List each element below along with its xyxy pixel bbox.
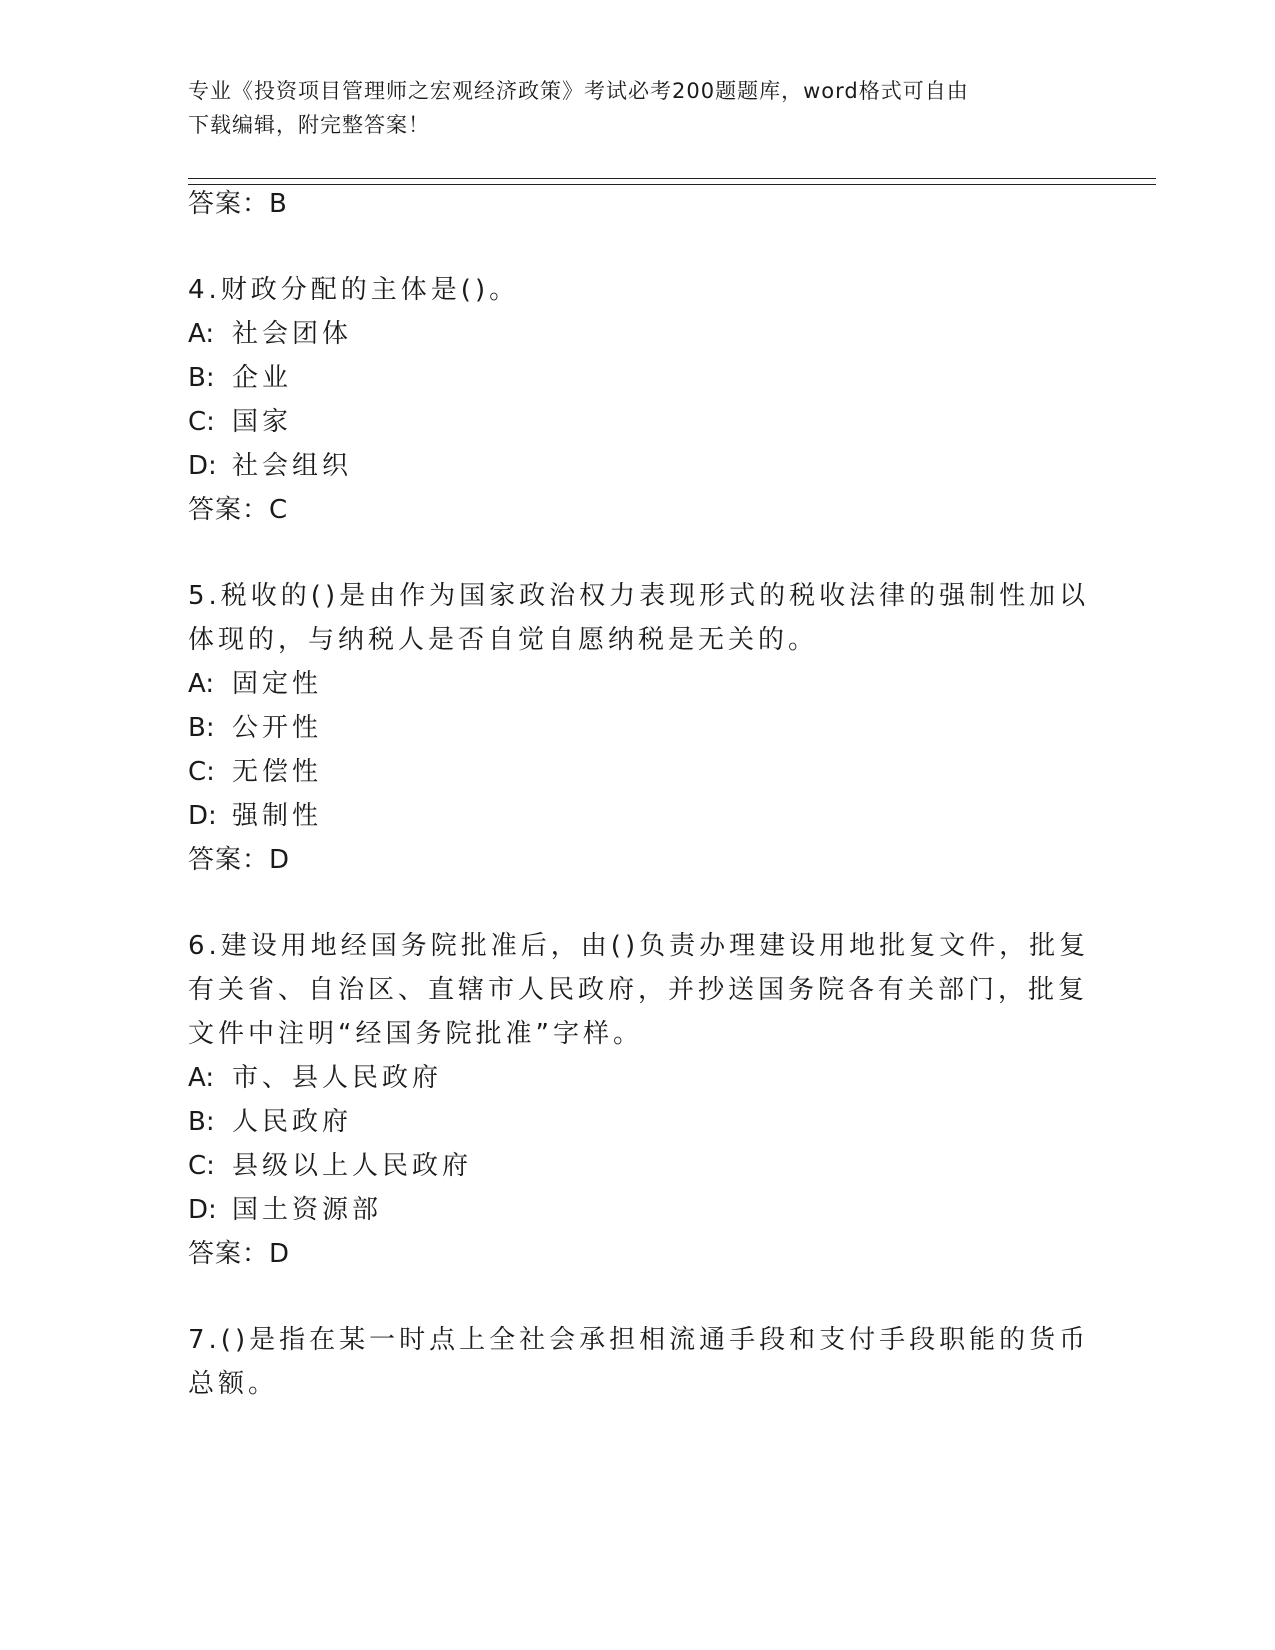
- option-text: 社会团体: [232, 319, 353, 349]
- header-divider-bottom: [188, 184, 1156, 185]
- question-6-answer: 答案：D: [188, 1239, 291, 1269]
- option-key: B:: [188, 1107, 215, 1137]
- option-text: 国土资源部: [232, 1195, 383, 1225]
- question-5-option-c: [188, 754, 322, 790]
- question-5-stem-line-1: 5.税收的()是由作为国家政治权力表现形式的税收法律的强制性加以: [188, 581, 1090, 611]
- option-text: 无偿性: [232, 757, 323, 787]
- option-text: 市、县人民政府: [232, 1063, 443, 1093]
- option-key: D:: [188, 1195, 217, 1225]
- option-key: B:: [188, 713, 215, 743]
- option-text: 固定性: [232, 669, 323, 699]
- option-text: 企业: [232, 363, 293, 393]
- question-6-option-b: [188, 1104, 352, 1140]
- question-4-answer: 答案：C: [188, 495, 289, 525]
- option-text: 社会组织: [232, 451, 353, 481]
- option-key: C:: [188, 757, 215, 787]
- question-5-option-b: [188, 710, 322, 746]
- question-7-stem-line-2: 总额。: [188, 1369, 279, 1399]
- question-6-stem-line-1: 6.建设用地经国务院批准后，由()负责办理建设用地批复文件，批复: [188, 931, 1090, 961]
- question-4-option-a: [188, 316, 352, 352]
- header-line-1: 专业《投资项目管理师之宏观经济政策》考试必考200题题库，word格式可自由: [188, 79, 969, 103]
- option-key: B:: [188, 363, 215, 393]
- option-text: 强制性: [232, 801, 323, 831]
- question-4-option-d: [188, 448, 352, 484]
- question-4-option-b: [188, 360, 292, 396]
- option-key: D:: [188, 801, 217, 831]
- question-6-stem-line-3: 文件中注明“经国务院批准”字样。: [188, 1019, 643, 1049]
- option-key: D:: [188, 451, 217, 481]
- question-5-stem-line-2: 体现的，与纳税人是否自觉自愿纳税是无关的。: [188, 625, 819, 655]
- question-5-option-a: [188, 666, 322, 702]
- question-6-option-c: [188, 1148, 472, 1184]
- question-7-stem-line-1: 7.()是指在某一时点上全社会承担相流通手段和支付手段职能的货币: [188, 1325, 1090, 1355]
- option-text: 公开性: [232, 713, 323, 743]
- document-header: [188, 74, 1088, 142]
- header-divider-top: [188, 178, 1156, 179]
- question-6-stem-line-2: 有关省、自治区、直辖市人民政府，并抄送国务院各有关部门，批复: [188, 975, 1089, 1005]
- option-key: A:: [188, 669, 215, 699]
- option-text: 人民政府: [232, 1107, 353, 1137]
- question-5-option-d: [188, 798, 322, 834]
- header-line-2: 下载编辑，附完整答案！: [188, 113, 430, 137]
- question-5-answer: 答案：D: [188, 845, 291, 875]
- answer-prev-question: 答案：B: [188, 189, 288, 219]
- option-key: C:: [188, 1151, 215, 1181]
- option-key: C:: [188, 407, 215, 437]
- option-key: A:: [188, 319, 215, 349]
- option-text: 县级以上人民政府: [232, 1151, 473, 1181]
- question-4-stem: 4.财政分配的主体是()。: [188, 275, 520, 305]
- option-text: 国家: [232, 407, 293, 437]
- question-6-option-d: [188, 1192, 382, 1228]
- question-4-option-c: [188, 404, 292, 440]
- option-key: A:: [188, 1063, 215, 1093]
- question-6-option-a: [188, 1060, 442, 1096]
